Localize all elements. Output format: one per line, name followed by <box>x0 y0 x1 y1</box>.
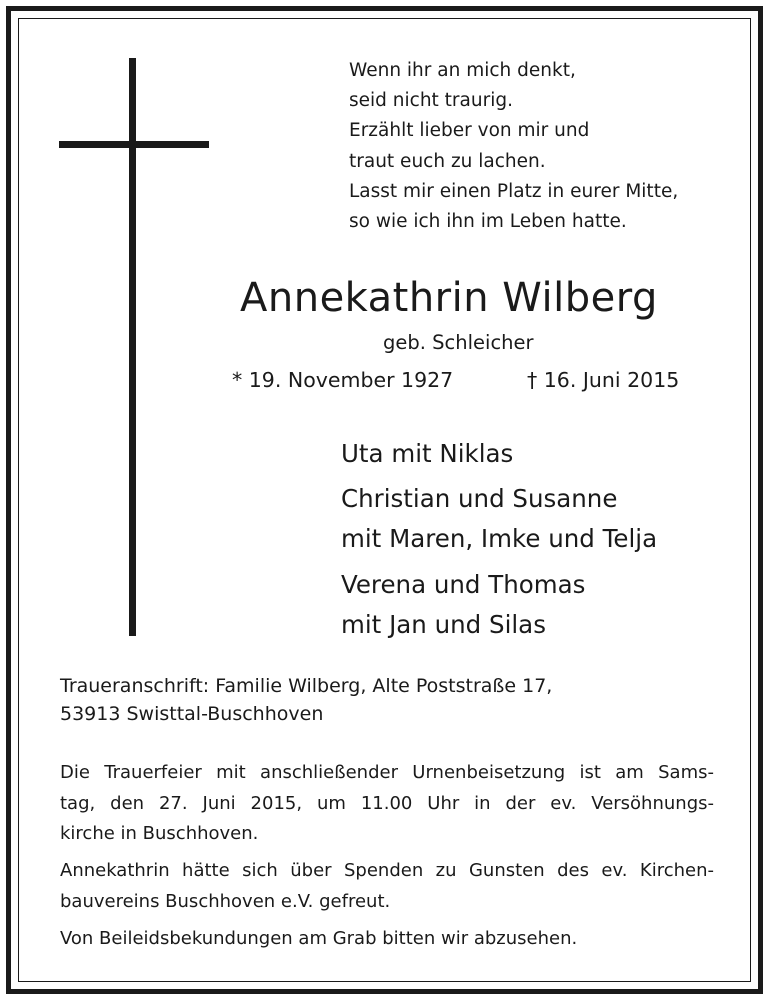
mourner-line: Verena und Thomas <box>341 570 586 599</box>
mourning-address <box>60 672 552 728</box>
mourner-group <box>341 479 657 559</box>
donation-paragraph <box>60 856 714 917</box>
death-date: † 16. Juni 2015 <box>527 368 680 392</box>
mourner-line: mit Jan und Silas <box>341 610 546 639</box>
poem <box>349 56 678 237</box>
paragraph-line: Annekathrin hätte sich über Spenden zu Gunsten des ev. Kirchen- <box>60 860 714 881</box>
cross-horizontal-bar <box>59 141 209 148</box>
birth-date: * 19. November 1927 <box>232 368 454 392</box>
mourner-line: mit Maren, Imke und Telja <box>341 524 658 553</box>
poem-line: traut euch zu lachen. <box>349 150 546 172</box>
address-line: Traueranschrift: Familie Wilberg, Alte Poststraße 17, <box>60 675 553 697</box>
paragraph-line: Von Beileidsbekundungen am Grab bitten wir abzusehen. <box>60 928 578 949</box>
paragraph-line: kirche in Buschhoven. <box>60 823 259 844</box>
paragraph-line: bauvereins Buschhoven e.V. gefreut. <box>60 890 391 912</box>
address-line: 53913 Swisttal-Buschhoven <box>60 703 324 725</box>
mourner-line: Uta mit Niklas <box>341 439 514 468</box>
paragraph-line: tag, den 27. Juni 2015, um 11.00 Uhr in der ev. Versöhnungs- <box>60 792 714 814</box>
poem-line: Erzählt lieber von mir und <box>349 120 590 142</box>
poem-line: seid nicht traurig. <box>349 90 513 112</box>
mourner-line: Christian und Susanne <box>341 484 618 513</box>
condolence-paragraph <box>60 924 714 955</box>
paragraph-line: Die Trauerfeier mit anschließender Urnenbeisetzung ist am Sams- <box>60 762 714 783</box>
funeral-paragraph <box>60 758 714 850</box>
deceased-name: Annekathrin Wilberg <box>240 275 658 321</box>
poem-line: Wenn ihr an mich denkt, <box>349 60 576 81</box>
poem-line: Lasst mir einen Platz in eurer Mitte, <box>349 180 679 202</box>
mourner-group <box>341 434 513 474</box>
mourner-group <box>341 565 585 645</box>
poem-line: so wie ich ihn im Leben hatte. <box>349 211 627 233</box>
maiden-name: geb. Schleicher <box>383 331 534 354</box>
